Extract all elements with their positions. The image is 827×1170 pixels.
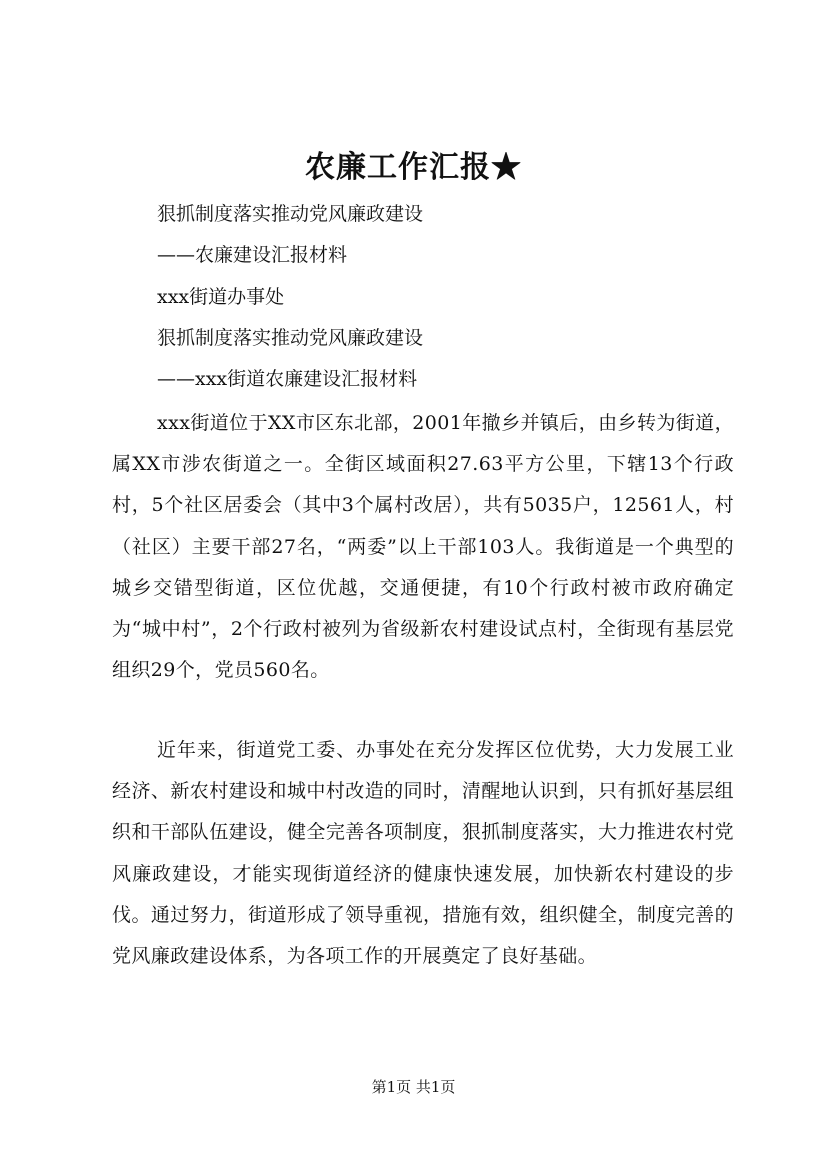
subtitle-line: 狠抓制度落实推动党风廉政建设 — [157, 203, 424, 225]
issuer-line: xxx街道办事处 — [157, 286, 285, 308]
subtitle-line: ——xxx街道农廉建设汇报材料 — [157, 368, 418, 390]
page-number-footer: 第1页 共1页 — [371, 1078, 456, 1096]
document-title: 农廉工作汇报★ — [305, 150, 522, 185]
body-paragraph: xxx街道位于XX市区东北部，2001年撤乡并镇后，由乡转为街道，属XX市涉农街道之一。全街区域面积27.63平方公里，下辖13个行政村，5个社区居委会（其中3个属村改居），共有5035户，12561人，村（社区）主要干部27名，“两委”以上干部103人。我街道是一个典型的城乡交错型街道，区位优越，交通便捷，有10个行政村被市政府确定为“城中村”，2个行政村被列为省级新农村建设试点村，全街现有基层党组织29个，党员560名。 — [112, 412, 734, 682]
body-paragraph: 近年来，街道党工委、办事处在充分发挥区位优势，大力发展工业经济、新农村建设和城中村改造的同时，清醒地认识到，只有抓好基层组织和干部队伍建设，健全完善各项制度，狠抓制度落实，大力推进农村党风廉政建设，才能实现街道经济的健康快速发展，加快新农村建设的步伐。通过努力，街道形成了领导重视，措施有效，组织健全，制度完善的党风廉政建设体系，为各项工作的开展奠定了良好基础。 — [112, 739, 734, 968]
subtitle-line: ——农廉建设汇报材料 — [157, 244, 348, 266]
subtitle-line: 狠抓制度落实推动党风廉政建设 — [157, 327, 424, 349]
